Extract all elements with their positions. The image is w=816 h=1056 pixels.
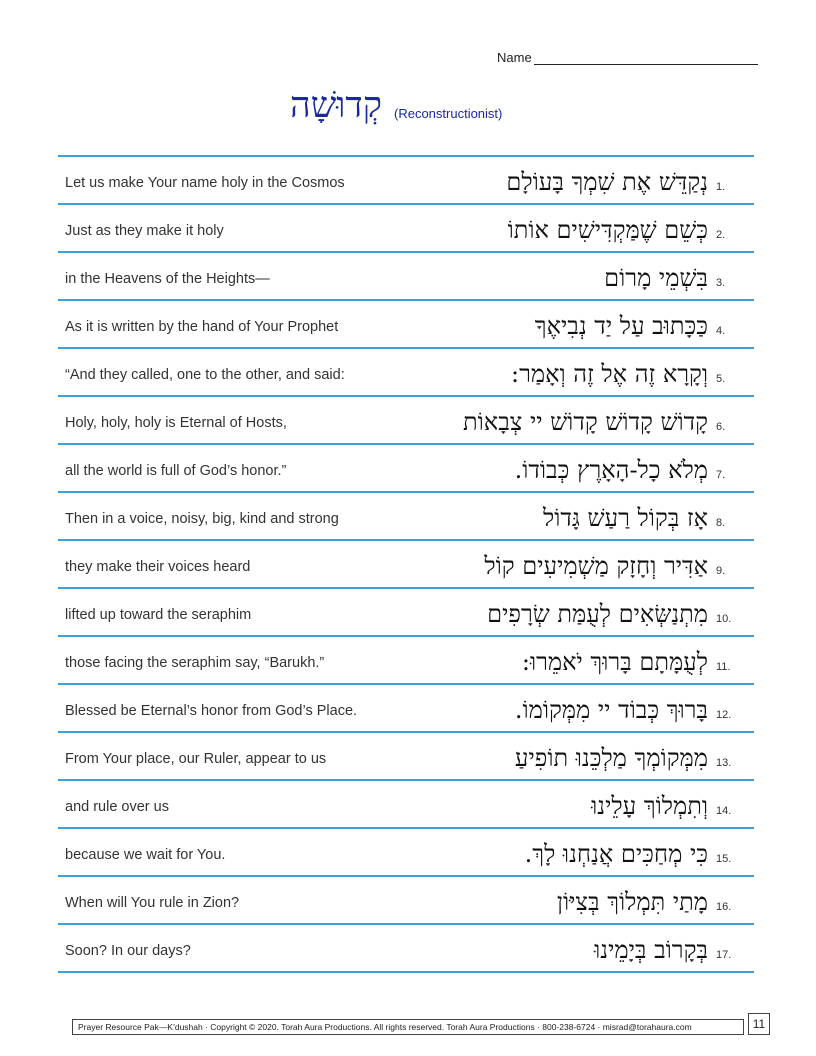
hebrew-text: אָז בְּקוֹל רַעַשׁ גָּדוֹל [543,503,708,532]
english-translation: all the world is full of God’s honor.” [65,463,287,479]
hebrew-line [511,356,754,389]
hebrew-line [604,260,754,293]
english-translation: Holy, holy, holy is Eternal of Hosts, [65,415,287,431]
english-translation: and rule over us [65,799,169,815]
hebrew-line [522,644,754,677]
hebrew-line [508,212,754,245]
prayer-line-row [58,349,754,397]
prayer-line-row [58,301,754,349]
prayer-line-row [58,877,754,925]
footer-copyright: Prayer Resource Pak—K’dushah · Copyright © 2020. Torah Aura Productions. All rights reserved. Torah Aura Productions · 800-238-6724 · misrad@torahaura.com [72,1019,744,1035]
hebrew-text: מִתְנַשְּׂאִים לְעֻמַּת שְׂרָפִים [487,599,708,628]
line-number: 1. [716,181,726,193]
name-label: Name [497,50,532,65]
prayer-line-row [58,925,754,973]
prayer-line-row [58,733,754,781]
hebrew-line [463,404,754,437]
line-number: 16. [716,901,732,913]
hebrew-text: בִּשְׁמֵי מָרוֹם [604,263,708,292]
line-number: 8. [716,517,726,529]
english-translation: because we wait for You. [65,847,226,863]
page-subtitle: (Reconstructionist) [394,106,503,121]
english-translation: “And they called, one to the other, and said: [65,367,345,383]
hebrew-text: מָתַי תִּמְלוֹךְ בְּצִיּוֹן [556,887,708,916]
name-field [497,50,758,65]
hebrew-text: כִּי מְחַכִּים אֲנַחְנוּ לָךְ. [524,839,708,868]
hebrew-text: נְקַדֵּשׁ אֶת שִׁמְךָ בָּעוֹלָם [506,167,708,196]
hebrew-line [484,548,754,581]
prayer-line-row [58,781,754,829]
prayer-line-row [58,589,754,637]
prayer-lines-table [58,155,754,973]
hebrew-line [515,692,754,725]
hebrew-line [543,500,754,533]
page-number: 11 [748,1013,770,1035]
hebrew-line [487,596,754,629]
hebrew-line [525,836,754,869]
prayer-line-row [58,829,754,877]
line-number: 3. [716,277,726,289]
english-translation: Soon? In our days? [65,943,191,959]
hebrew-text: לְעֻמָּתָם בָּרוּךְ יֹאמֵרוּ: [521,647,708,676]
line-number: 17. [716,949,732,961]
page-header [290,85,503,126]
hebrew-line [535,308,754,341]
english-translation: Let us make Your name holy in the Cosmos [65,175,345,191]
line-number: 10. [716,613,732,625]
line-number: 6. [716,421,726,433]
prayer-line-row [58,637,754,685]
hebrew-text: כַּכָּתוּב עַל יַד נְבִיאֶךָ [534,311,708,340]
line-number: 9. [716,565,726,577]
line-number: 14. [716,805,732,817]
prayer-line-row [58,445,754,493]
line-number: 5. [716,373,726,385]
hebrew-text: כְּשֵׁם שֶׁמַּקְדִּישִׁים אוֹתוֹ [507,215,708,244]
hebrew-text: בְּקָרוֹב בְּיָמֵינוּ [594,935,708,964]
english-translation: Just as they make it holy [65,223,224,239]
hebrew-line [594,932,754,965]
prayer-line-row [58,205,754,253]
hebrew-text: מִמְּקוֹמְךָ מַלְכֵּנוּ תוֹפִיעַ [514,743,708,772]
english-translation: When will You rule in Zion? [65,895,240,911]
hebrew-line [515,740,754,773]
hebrew-text: קָדוֹשׁ קָדוֹשׁ קָדוֹשׁ יי צְבָאוֹת [463,407,708,436]
english-translation: those facing the seraphim say, “Barukh.” [65,655,325,671]
hebrew-text: אַדִּיר וְחָזָק מַשְׁמִיעִים קוֹל [484,551,708,580]
line-number: 12. [716,709,732,721]
hebrew-line [506,164,754,197]
english-translation: Blessed be Eternal’s honor from God’s Place. [65,703,358,719]
prayer-line-row [58,493,754,541]
hebrew-text: וְתִמְלוֹךְ עָלֵינוּ [591,791,708,820]
prayer-line-row [58,541,754,589]
line-number: 15. [716,853,732,865]
prayer-line-row [58,157,754,205]
hebrew-text: וְקָרָא זֶה אֶל זֶה וְאָמַר: [511,359,708,388]
line-number: 2. [716,229,726,241]
english-translation: they make their voices heard [65,559,251,575]
prayer-line-row [58,397,754,445]
hebrew-line [515,452,754,485]
hebrew-text: מְלֹא כָל-הָאָרֶץ כְּבוֹדוֹ. [514,455,708,484]
english-translation: As it is written by the hand of Your Prophet [65,319,339,335]
line-number: 13. [716,757,732,769]
prayer-line-row [58,685,754,733]
english-translation: From Your place, our Ruler, appear to us [65,751,327,767]
hebrew-line [591,788,754,821]
prayer-line-row [58,253,754,301]
line-number: 11. [716,661,731,673]
line-number: 4. [716,325,726,337]
english-translation: lifted up toward the seraphim [65,607,252,623]
hebrew-text: בָּרוּךְ כְּבוֹד יי מִמְּקוֹמוֹ. [514,695,708,724]
line-number: 7. [716,469,726,481]
page-title-hebrew: קְדוּשָׁה [290,85,382,126]
name-blank-line [534,52,758,65]
hebrew-line [557,884,754,917]
english-translation: Then in a voice, noisy, big, kind and strong [65,511,339,527]
english-translation: in the Heavens of the Heights— [65,271,270,287]
